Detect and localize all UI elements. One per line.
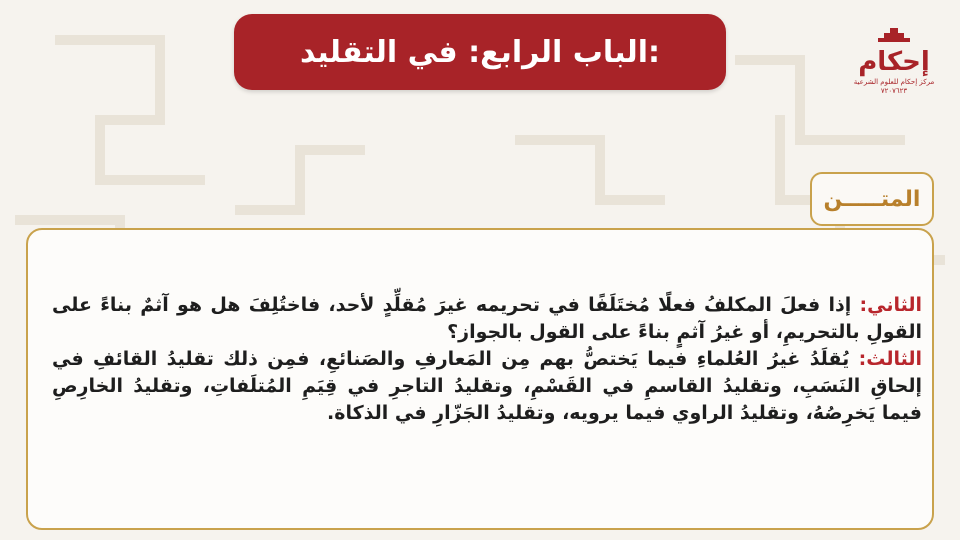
paragraph-lead: الثاني:: [859, 294, 922, 316]
logo: [853, 28, 935, 98]
ihkam-logo-icon: [856, 28, 932, 78]
text-body: [52, 292, 922, 427]
paragraph-lead: الثالث:: [858, 348, 922, 370]
paragraph-text: يُقلَدُ غيرُ العُلماءِ فيما يَختصُّ بهم مِن المَعارفِ والصَنائعِ، فمِن ذلك تقليدُ القائفِ في إلحاقِ النَسَبِ، وتقليدُ القاسمِ في القَسْمِ، وتقليدُ التاجرِ في قِيَمِ المُتلَفاتِ، وتقليدُ الخارِصِ فيما يَخرِصُهُ، وتقليدُ الراوي فيما يرويه، وتقليدُ الجَزّارِ في الذكاة.: [52, 348, 922, 424]
logo-name: إحكام: [858, 47, 930, 77]
page-title: الباب الرابع: في التقليد:: [300, 34, 660, 70]
section-tag: [810, 172, 934, 226]
text-box: [26, 228, 934, 530]
logo-subtitle: مركز إحكام للعلوم الشرعية: [853, 78, 935, 86]
paragraph-text: إذا فعلَ المكلفُ فعلًا مُختَلَفًا في تحريمه غيرَ مُقلِّدٍ لأحد، فاختُلِفَ هل هو آثمٌ بناءً على القولِ بالتحريمِ، أو غيرُ آثمٍ بناءً على القول بالجواز؟: [52, 294, 922, 343]
paragraph-third: [52, 346, 922, 427]
section-tag-label: المتـــــن: [823, 186, 921, 212]
logo-number: ٧٢٠٧٦٢٣: [880, 87, 908, 95]
title-banner: [234, 14, 726, 90]
paragraph-second: [52, 292, 922, 346]
